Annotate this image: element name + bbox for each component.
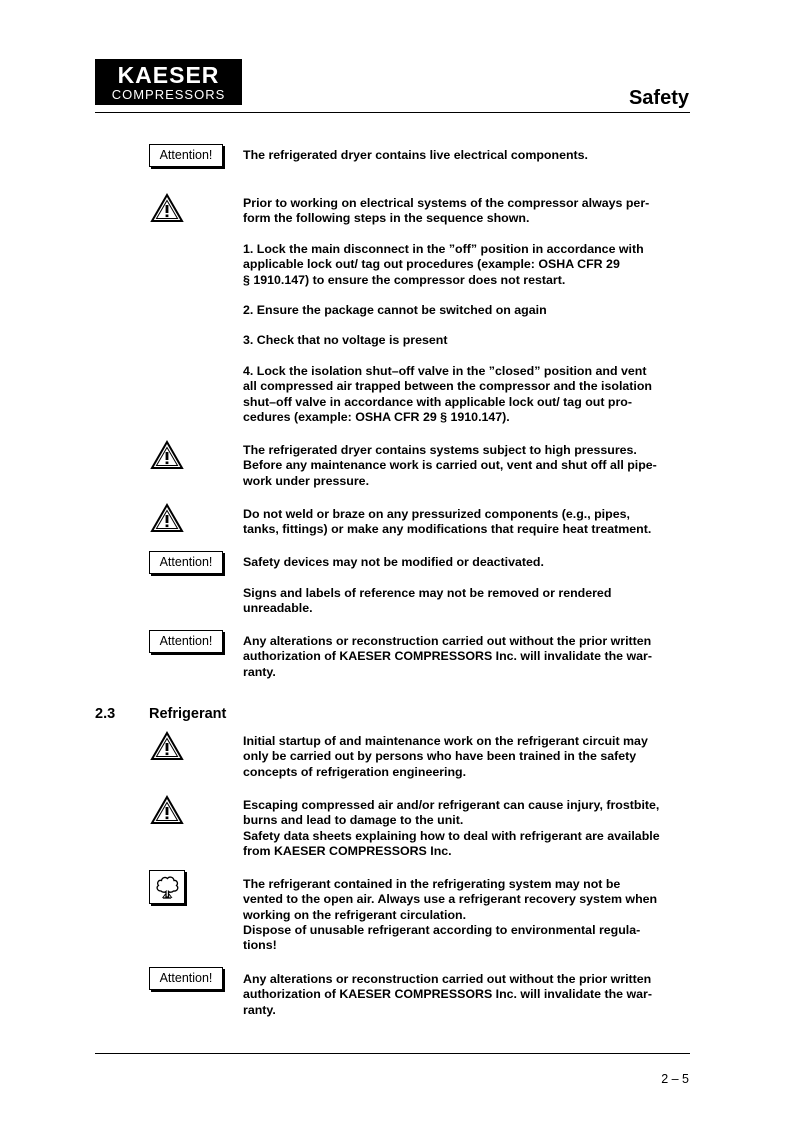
kaeser-logo <box>95 59 242 105</box>
block-text-warranty: Any alterations or reconstruction carried out without the prior written authorization of KAESER COMPRESSORS Inc. will invalidate the war- ranty. <box>243 634 652 679</box>
warning-icon <box>150 440 184 470</box>
tree-icon <box>150 871 184 903</box>
block-text-warranty-2: Any alterations or reconstruction carried out without the prior written authorization of KAESER COMPRESSORS Inc. will invalidate the war- ranty. <box>243 972 652 1017</box>
warning-icon <box>150 193 184 223</box>
attention-label: Attention! <box>149 144 223 167</box>
block-text-safety-devices: Safety devices may not be modified or deactivated. <box>243 555 544 569</box>
attention-label: Attention! <box>149 967 223 990</box>
block-text-signs-labels: Signs and labels of reference may not be removed or rendered unreadable. <box>243 586 612 616</box>
section-number: 2.3 <box>95 706 116 722</box>
logo-subtitle: COMPRESSORS <box>111 87 226 102</box>
warning-icon <box>150 795 184 825</box>
block-text-high-pressure: The refrigerated dryer contains systems subject to high pressures. Before any maintenance work is carried out, vent and shut off all pipe- work under pressure. <box>243 443 657 488</box>
attention-label: Attention! <box>149 551 223 574</box>
step-4-text: 4. Lock the isolation shut–off valve in the ”closed” position and vent all compressed air trapped between the compressor and the isolation shut–off valve in accordance with applicable lock out/ tag out pro- cedures (example: OSHA CFR 29 § 1910.147). <box>243 364 652 424</box>
warning-icon <box>150 503 184 533</box>
logo-wordmark: KAESER <box>117 62 220 88</box>
section-title: Refrigerant <box>149 706 227 722</box>
block-text-electrical-components: The refrigerated dryer contains live electrical components. <box>243 148 588 162</box>
step-3-text: 3. Check that no voltage is present <box>243 333 448 347</box>
header-rule <box>95 112 690 113</box>
block-text-recovery-system: The refrigerant contained in the refrigerating system may not be vented to the open air. Always use a refrigerant recovery system when working on the refrigerant circulation. Dispose of unusable refrigerant according to environmental regula- tions! <box>243 877 658 953</box>
environment-icon <box>149 870 185 904</box>
block-text-trained-persons: Initial startup of and maintenance work on the refrigerant circuit may only be carried out by persons who have been trained in the safety concepts of refrigeration engineering. <box>243 734 648 779</box>
page-title: Safety <box>628 87 689 109</box>
footer-rule <box>95 1053 690 1054</box>
warning-icon <box>150 731 184 761</box>
step-2-text: 2. Ensure the package cannot be switched on again <box>243 303 547 317</box>
block-text-electrical-procedure: Prior to working on electrical systems of the compressor always per- form the following steps in the sequence shown. <box>243 196 650 226</box>
block-text-no-welding: Do not weld or braze on any pressurized components (e.g., pipes, tanks, fittings) or make any modifications that require heat treatment. <box>243 507 652 537</box>
block-text-escaping-refrigerant: Escaping compressed air and/or refrigerant can cause injury, frostbite, burns and lead to damage to the unit. Safety data sheets explaining how to deal with refrigerant are available from KAESER COMPRESSORS Inc. <box>243 798 660 858</box>
step-1-text: 1. Lock the main disconnect in the ”off” position in accordance with applicable lock out/ tag out procedures (example: OSHA CFR 29 § 1910.147) to ensure the compressor does not restart. <box>243 242 644 287</box>
attention-label: Attention! <box>149 630 223 653</box>
page-number: 2 – 5 <box>661 1072 689 1086</box>
